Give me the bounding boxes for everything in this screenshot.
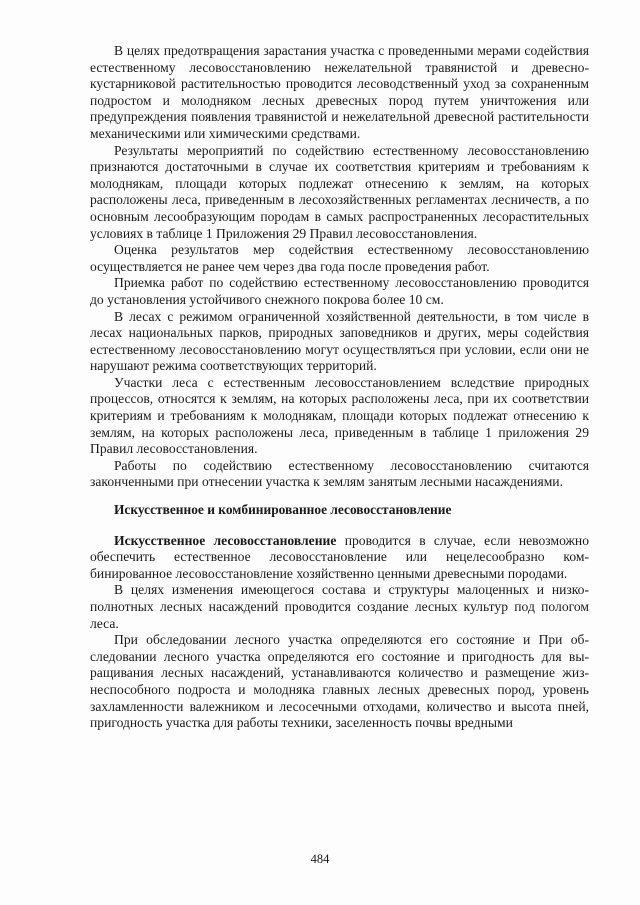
section-heading-block [90,502,589,519]
paragraph-composition-change: В целях изменения имеющегося состава и структуры малоценных и низкополнотных лесных насаждений проводится создание лесных культур под пологом леса. [90,582,589,631]
paragraph-work-acceptance: Приемка работ по содействию естественному лесовосстановлению проводится до установления устойчивого снежного покрова более 10 см. [90,275,589,307]
document-body [90,43,589,732]
paragraph-site-survey: При обследовании лесного участка определяются его состояние и При обследовании лесного участка определяются его состояние и пригодность для выращивания лесных насаждений, устанавливаются количество и размещение жизнеспособного подроста и молодняка главных лесных древесных пород, уровень захламленности валежником и лесосечными отходами, количество и высота пней, пригодность участка для работы техники, заселенность почвы вредными [90,632,589,731]
paragraph-work-completion: Работы по содействию естественному лесовосстановлению считаются законченными при отнесении участка к землям занятым лесными насаждениями. [90,457,589,490]
paragraph-restricted-forests: В лесах с режимом ограниченной хозяйственной деятельности, в том числе в лесах национальных парков, природных заповедников и других, меры содействия естественному лесовосстановлению могут осуществляться при условии, если они не нарушают режима соответствующих территорий. [90,308,589,374]
paragraph-natural-regeneration: Участки леса с естественным лесовосстановлением вследствие природных процессов, относятся к землям, на которых расположены леса, при их соответствии критериям и требованиям к молоднякам, площади которых подлежат отнесению к землям, на которых расположены леса, приведенным в таблице 1 приложения 29 Правил лесовосстановления. [90,374,589,457]
paragraph-artificial-definition-text: проводится в случае, если невозможно обеспечить естественное лесовосстановление или нецелесообразно комбинированное лесовосстановление хозяйственно ценными древесными породами. [90,532,589,581]
paragraph-weed-control: В целях предотвращения зарастания участка с проведенными мерами содействия естественному лесовосстановлению нежелательной травянистой и древесно-кустарниковой растительностью проводится лесоводственный уход за сохраненным подростом и молодняком лесных древесных пород путем уничтожения или предупреждения появления травянистой и нежелательной древесной растительности механическими или химическими средствами. [90,43,589,141]
section-heading: Искусственное и комбинированное лесовосстановление [114,502,452,518]
paragraph-artificial-definition [90,533,589,583]
paragraph-results-assessment: Оценка результатов мер содействия естественному лесовосстановлению осуществляется не ранее чем через два года после проведения работ. [90,242,589,274]
term-artificial-reforestation: Искусственное лесовосстановление [114,532,337,548]
page-number: 484 [310,852,330,866]
paragraph-results-criteria: Результаты мероприятий по содействию естественному лесовосстановлению признаются достаточными в случае их соответствия критериям и требованиям к молоднякам, площади которых подлежат отнесению к землям, на которых расположены леса, приведенным в лесохозяйственных регламентах лесничеств, а по основным лесообразующим породам в самых распространенных лесорастительных условиях в таблице 1 Приложения 29 Правил лесовосстановления. [90,142,589,241]
